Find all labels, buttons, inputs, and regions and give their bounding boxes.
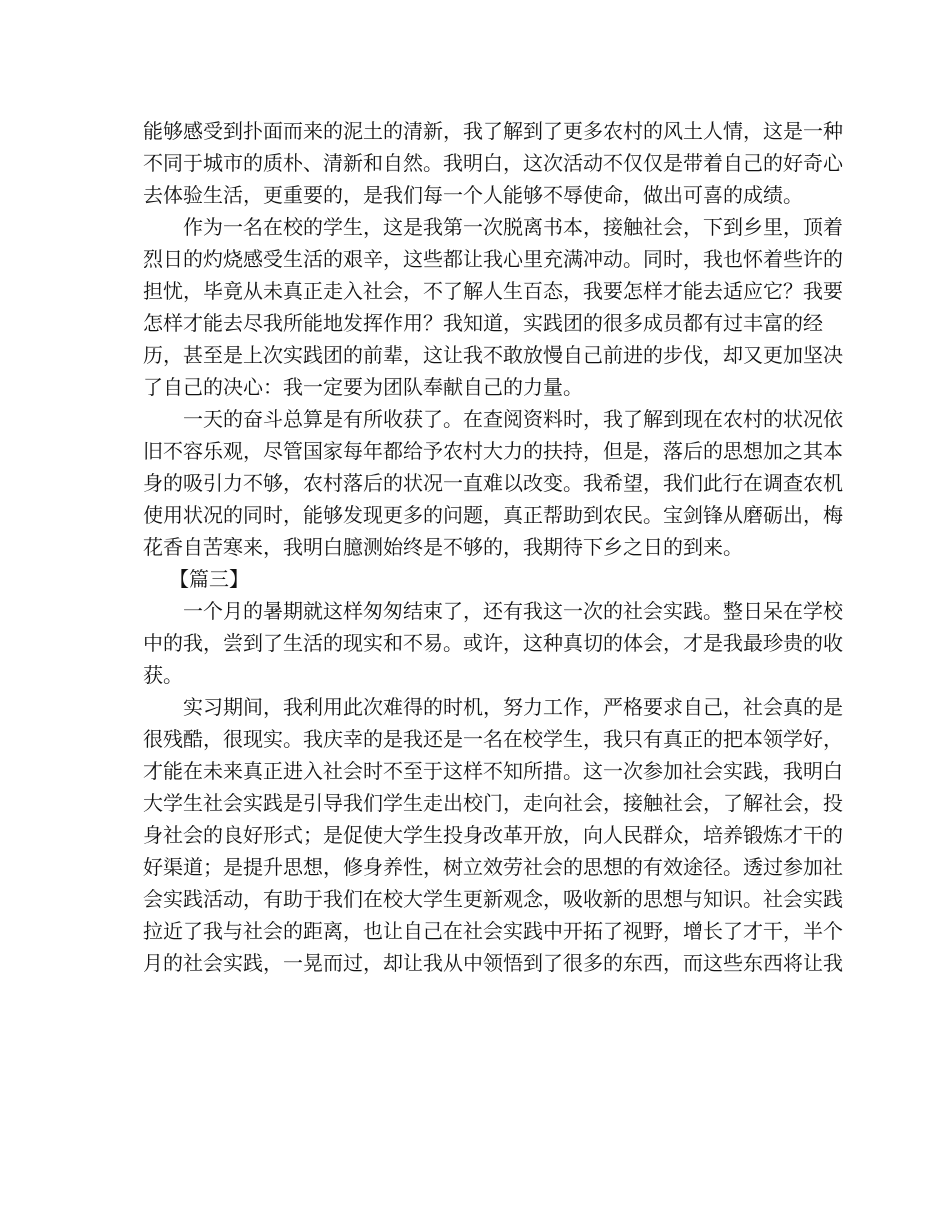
paragraph-5: [143, 691, 843, 979]
text-line: 很残酷，很现实。我庆幸的是我还是一名在校学生，我只有真正的把本领学好，: [143, 727, 843, 751]
section-title: 【篇三】: [169, 567, 249, 591]
section-heading: [143, 563, 803, 595]
text-line: 能够感受到扑面而来的泥土的清新，我了解到了更多农村的风土人情，这是一种: [143, 119, 843, 143]
paragraph-2: [143, 211, 843, 403]
text-line: 月的社会实践，一晃而过，却让我从中领悟到了很多的东西，而这些东西将让我: [143, 951, 843, 975]
text-line: 去体验生活，更重要的，是我们每一个人能够不辱使命，做出可喜的成绩。: [143, 183, 803, 207]
text-line: 怎样才能去尽我所能地发挥作用？我知道，实践团的很多成员都有过丰富的经: [143, 311, 823, 335]
text-line: 实习期间，我利用此次难得的时机，努力工作，严格要求自己，社会真的是: [183, 695, 843, 719]
text-line: 拉近了我与社会的距离，也让自己在社会实践中开拓了视野，增长了才干，半个: [143, 919, 843, 943]
text-line: 身社会的良好形式；是促使大学生投身改革开放，向人民群众，培养锻炼才干的: [143, 823, 843, 847]
text-line: 旧不容乐观，尽管国家每年都给予农村大力的扶持，但是，落后的思想加之其本: [143, 439, 843, 463]
text-line: 中的我，尝到了生活的现实和不易。或许，这种真切的体会，才是我最珍贵的收: [143, 631, 843, 655]
paragraph-3: [143, 403, 843, 563]
text-line: 好渠道；是提升思想，修身养性，树立效劳社会的思想的有效途径。透过参加社: [143, 855, 843, 879]
text-line: 花香自苦寒来，我明白臆测始终是不够的，我期待下乡之日的到来。: [143, 535, 743, 559]
text-line: 大学生社会实践是引导我们学生走出校门，走向社会，接触社会，了解社会，投: [143, 791, 843, 815]
text-line: 使用状况的同时，能够发现更多的问题，真正帮助到农民。宝剑锋从磨砺出，梅: [143, 503, 843, 527]
text-line: 了自己的决心：我一定要为团队奉献自己的力量。: [143, 375, 583, 399]
text-line: 一个月的暑期就这样匆匆结束了，还有我这一次的社会实践。整日呆在学校: [183, 599, 843, 623]
text-line: 一天的奋斗总算是有所收获了。在查阅资料时，我了解到现在农村的状况依: [183, 407, 843, 431]
text-line: 才能在未来真正进入社会时不至于这样不知所措。这一次参加社会实践，我明白: [143, 759, 843, 783]
text-line: 作为一名在校的学生，这是我第一次脱离书本，接触社会，下到乡里，顶着: [183, 215, 843, 239]
text-line: 不同于城市的质朴、清新和自然。我明白，这次活动不仅仅是带着自己的好奇心: [143, 151, 843, 175]
paragraph-4: [143, 595, 843, 691]
text-line: 获。: [143, 663, 183, 687]
text-line: 会实践活动，有助于我们在校大学生更新观念，吸收新的思想与知识。社会实践: [143, 887, 843, 911]
text-line: 担忧，毕竟从未真正走入社会，不了解人生百态，我要怎样才能去适应它？我要: [143, 279, 843, 303]
text-line: 烈日的灼烧感受生活的艰辛，这些都让我心里充满冲动。同时，我也怀着些许的: [143, 247, 843, 271]
text-line: 历，甚至是上次实践团的前辈，这让我不敢放慢自己前进的步伐，却又更加坚决: [143, 343, 843, 367]
paragraph-1: [143, 115, 843, 211]
text-line: 身的吸引力不够，农村落后的状况一直难以改变。我希望，我们此行在调查农机: [143, 471, 843, 495]
body-text: [143, 115, 843, 979]
